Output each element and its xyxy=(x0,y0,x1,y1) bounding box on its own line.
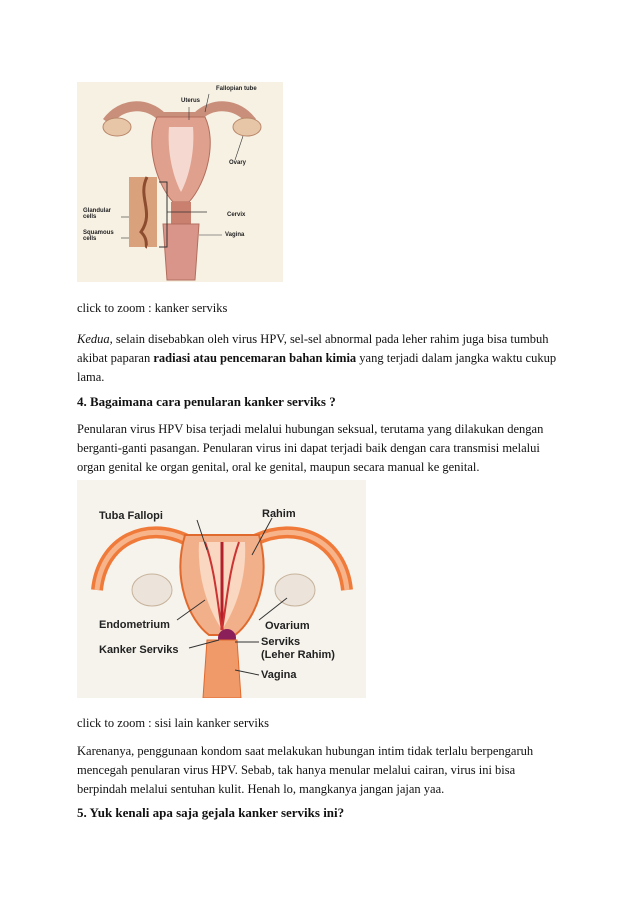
paragraph-kedua-bold: radiasi atau pencemaran bahan kimia xyxy=(153,351,357,365)
caption-figure-2: click to zoom : sisi lain kanker serviks xyxy=(77,716,269,730)
label-ovarium: Ovarium xyxy=(265,620,310,632)
paragraph-penularan-text: Penularan virus HPV bisa terjadi melalui hubungan seksual, terutama yang dilakukan dengan berganti-ganti pasangan. Penularan virus ini dapat terjadi baik dengan cara transmisi melalui organ genital ke organ genital, oral ke genital, maupun secara manual ke genital. xyxy=(77,422,544,474)
label-serviks: Serviks xyxy=(261,636,301,648)
label-squamous-cells: Squamous cells xyxy=(83,230,114,242)
label-vagina-2: Vagina xyxy=(261,669,297,681)
uterus-diagram-image xyxy=(77,82,283,282)
label-leher-rahim: (Leher Rahim) xyxy=(261,649,335,661)
paragraph-penularan xyxy=(77,420,559,477)
paragraph-karenanya-text: Karenanya, penggunaan kondom saat melakukan hubungan intim tidak terlalu berpengaruh mencegah penularan virus HPV. Sebab, tak hanya menular melalui cairan, virus ini bisa berpindah melalui sentuhan kulit. Henah lo, mangkanya jangan jajan yaa. xyxy=(77,744,534,796)
label-kanker-serviks: Kanker Serviks xyxy=(99,644,179,656)
caption-figure-1: click to zoom : kanker serviks xyxy=(77,301,228,315)
label-endometrium: Endometrium xyxy=(99,619,170,631)
uterus-illustration xyxy=(77,82,283,282)
paragraph-kedua-italic: Kedua, xyxy=(77,332,113,346)
heading-section-5: 5. Yuk kenali apa saja gejala kanker serviks ini? xyxy=(77,805,345,820)
label-tuba-fallopi: Tuba Fallopi xyxy=(99,510,163,522)
label-ovary: Ovary xyxy=(229,160,247,166)
uterus-labeled-image xyxy=(77,480,366,698)
label-uterus: Uterus xyxy=(181,98,201,104)
heading-section-4: 4. Bagaimana cara penularan kanker serviks ? xyxy=(77,394,336,409)
label-cervix: Cervix xyxy=(227,212,246,218)
label-glandular-cells: Glandular cells xyxy=(83,208,112,220)
label-fallopian-tube: Fallopian tube xyxy=(216,86,257,92)
paragraph-karenanya xyxy=(77,742,559,799)
paragraph-kedua-text-b: yang terjadi dalam jangka waktu cukup lama. xyxy=(77,351,557,384)
label-rahim: Rahim xyxy=(262,508,296,520)
paragraph-kedua-text-a: selain disebabkan oleh virus HPV, sel-sel abnormal pada leher rahim juga bisa tumbuh akibat paparan xyxy=(77,332,549,365)
paragraph-kedua xyxy=(77,330,559,387)
label-vagina: Vagina xyxy=(225,232,245,238)
